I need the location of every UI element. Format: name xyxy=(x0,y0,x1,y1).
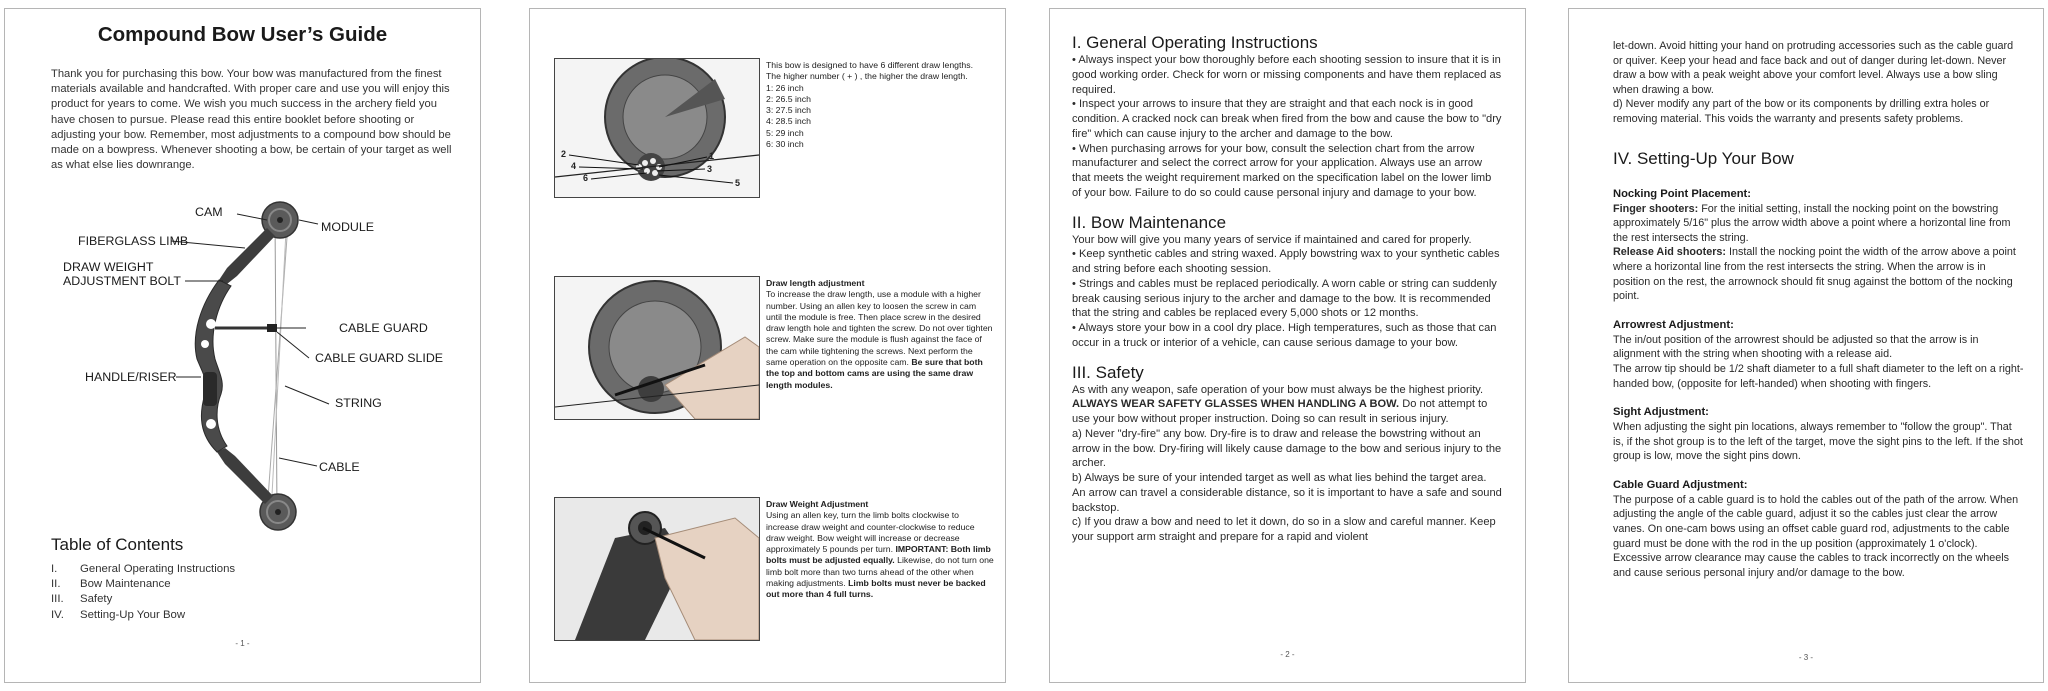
toc-item[interactable]: I. General Operating Instructions xyxy=(51,563,236,575)
draw-length-list-item: 1: 26 inch xyxy=(766,82,804,93)
label-draw-weight: DRAW WEIGHT xyxy=(63,260,154,274)
draw-length-photo xyxy=(554,276,760,420)
page-1 xyxy=(4,8,481,683)
toc-item[interactable]: III. Safety xyxy=(51,593,113,606)
page-number: - 3 - xyxy=(1798,653,1814,662)
module-number-3: 3 xyxy=(707,164,713,174)
label-cable-guard: CABLE GUARD xyxy=(339,321,428,335)
page-number: - 1 - xyxy=(235,639,250,648)
toc-item[interactable]: II. Bow Maintenance xyxy=(51,578,171,591)
page-2 xyxy=(529,8,1006,683)
cable-guard-slide xyxy=(267,324,277,332)
module-number-4: 4 xyxy=(571,161,577,171)
nocking-point-heading: Nocking Point Placement: xyxy=(1613,187,1752,200)
draw-weight-illustration xyxy=(555,498,759,640)
cable-guard-heading: Cable Guard Adjustment: xyxy=(1613,478,1748,491)
table-of-contents xyxy=(51,562,235,623)
intro-paragraph: Thank you for purchasing this bow. Your bow was manufactured from the finest materials available and handcrafted. With proper care and use you will enjoy this product for years to come. We wish you much success in the archery field you have chosen to pursue. Please read this entire booklet before shooting or adjusting your bow. Remember, most adjustments to a compound bow should be made on a bowpress. Whenever shooting a bow, be certain of your target as well as what else lies downrange. xyxy=(51,68,452,172)
module-number-6: 6 xyxy=(583,173,589,183)
cam-module-photo xyxy=(554,58,760,198)
label-module: MODULE xyxy=(321,220,375,234)
label-adjustment-bolt: ADJUSTMENT BOLT xyxy=(63,274,181,288)
toc-title: Table of Contents xyxy=(51,535,184,554)
heading-bow-maintenance: II. Bow Maintenance xyxy=(1072,212,1227,232)
draw-length-adjustment-title: Draw length adjustment xyxy=(766,278,865,288)
draw-weight-adjustment-title: Draw Weight Adjustment xyxy=(766,499,869,509)
draw-length-list-item: 5: 29 inch xyxy=(766,127,804,138)
lower-limb xyxy=(217,448,273,504)
grip xyxy=(203,372,217,406)
draw-length-list-item: 6: 30 inch xyxy=(766,139,804,150)
page-4-content: let-down. Avoid hitting your hand on protruding accessories such as the cable guard or quiver. Keep your head and face back and out of danger during let-down. Never draw a bow with a peak weight above your comfort level. Always use a bow sling when drawing a bow. d) Never modify any part of the bow or its components by drilling extra holes or removing material. This voids the warranty and presents safety problems. IV. Setting-Up Your Bow Nocking Point Placement: Finger shooters: For the initial setting, install the nocking point on the bowstring approximately 5/16" plus the arrow width above a point where a horizontal line from the rest intersects the string. Release Aid shooters: Install the nocking point the width of the arrow above a point where a horizontal line from the rest intersects the string. When the arrow is in position on the rest, the arrownock should fit snug against the bottom of the nocking point. Arrowrest Adjustment: The in/out position of the arrowrest should be adjusted so that the arrow is in alignment with the string when shooting with a release aid. The arrow tip should be 1/2 shaft diameter to a full shaft diameter to the left on a right-handed bow, (opposite for left-handed) when shooting with fingers. Sight Adjustment: When adjusting the sight pin locations, always remember to "follow the group". That is, if the shot group is to the left of the target, move the sight pins to the left. If the shot group is low, move the sight pins down. Cable Guard Adjustment: The purpose of a cable guard is to hold the cables out of the path of the arrow. When adjusting the angle of the cable guard, adjust it so the cables just clear the arrow vanes. On one-cam bows using an offset cable guard rod, adjustments to the cable guard must be done with the rod in the up position (approximately 1 o'clock). Excessive arrow clearance may cause the cables to track incorrectly on the wheels and cause serious personal injury and/or damage to the bow. xyxy=(1613,40,2024,579)
draw-weight-photo xyxy=(554,497,760,641)
draw-weight-adjustment-text: Draw Weight Adjustment Using an allen key, turn the limb bolts clockwise to increase draw weight and counter-clockwise to reduce draw weight. Bow weight will increase or decrease approximately 5 pounds per turn. IMPORTANT: Both limb bolts must be adjusted equally. Likewise, do not turn one limb bolt more than two turns ahead of the other when making adjustments. Limb bolts must never be backed out more than 4 full turns. xyxy=(766,499,994,600)
page-4 xyxy=(1568,8,2044,683)
module-number-1: 1 xyxy=(709,151,715,161)
sight-heading: Sight Adjustment: xyxy=(1613,406,1709,419)
heading-safety: III. Safety xyxy=(1072,362,1144,382)
label-fiberglass-limb: FIBERGLASS LIMB xyxy=(78,234,189,248)
heading-general-operating: I. General Operating Instructions xyxy=(1072,33,1318,52)
draw-length-list-item: 2: 26.5 inch xyxy=(766,93,811,104)
draw-length-list-item: 4: 28.5 inch xyxy=(766,116,811,127)
label-cam: CAM xyxy=(195,205,223,219)
label-string: STRING xyxy=(335,396,382,410)
string-line xyxy=(275,216,277,512)
page-3 xyxy=(1049,8,1526,683)
module-number-5: 5 xyxy=(735,178,741,188)
label-handle-riser: HANDLE/RISER xyxy=(85,370,177,384)
toc-item[interactable]: IV. Setting-Up Your Bow xyxy=(51,608,186,621)
draw-length-list-item: 3: 27.5 inch xyxy=(766,105,811,116)
label-cable-guard-slide: CABLE GUARD SLIDE xyxy=(315,351,444,365)
draw-length-illustration xyxy=(555,277,759,419)
module-number-2: 2 xyxy=(561,149,567,159)
heading-setting-up: IV. Setting-Up Your Bow xyxy=(1613,148,1794,168)
cable-line-2 xyxy=(271,212,287,514)
page-3-content: I. General Operating Instructions • Always inspect your bow thoroughly before each shooting session to insure that it is in good working order. Check for worn or missing components and have them replaced as required. • Inspect your arrows to insure that they are straight and that each nock is in good condition. A cracked nock can break when fired from the bow and cause the bow to "dry fire" which can cause injury to the archer and damage to the bow. • When purchasing arrows for your bow, consult the selection chart from the arrow manufacturer and select the correct arrow for your application. Always use an arrow that meets the weight requirement marked on the specification label on the lower limb of your bow. Failure to do so could cause personal injury and damage to your bow. II. Bow Maintenance Your bow will give you many years of service if maintained and cared for properly. • Keep synthetic cables and string waxed. Apply bowstring wax to your synthetic cables and string before each shooting session. • Strings and cables must be replaced periodically. A worn cable or string can suddenly break causing serious injury to the archer and damage to the bow. It is recommended that the string and cables be replaced every 5,000 shots or 12 months. • Always store your bow in a cool dry place. High temperatures, such as those that can occur in a truck or interior of a vehicle, can cause serious damage to your bow. III. Safety As with any weapon, safe operation of your bow must always be the highest priority. ALWAYS WEAR SAFETY GLASSES WHEN HANDLING A BOW. Do not attempt to use your bow without proper instruction. Doing so can result in serious injury. a) Never "dry-fire" any bow. Dry-fire is to draw and release the bowstring without an arrow in the bow. Dry-firing will likely cause damage to the bow and serious injury to the archer. b) Always be sure of your intended target as well as what lies behind the target area. An arrow can travel a considerable distance, so it is important to have a safe and sound backstop. c) If you draw a bow and need to let it down, do so in a slow and careful manner. Keep your support arm straight and prepare for a rapid and violent xyxy=(1072,33,1502,543)
draw-length-info: This bow is designed to have 6 different draw lengths. The higher number ( + ) , the higher the draw length. 1: 26 inch 2: 26.5 inch 3: 27.5 inch 4: 28.5 inch 5: 29 inch 6: 30 inch xyxy=(766,60,990,150)
label-cable: CABLE xyxy=(319,460,360,474)
page-number: - 2 - xyxy=(1280,650,1295,659)
arrowrest-heading: Arrowrest Adjustment: xyxy=(1613,318,1734,331)
draw-length-adjustment-text: Draw length adjustment To increase the draw length, use a module with a higher number. Using an allen key to loosen the screw in cam until the module is free. Then place screw in the desired draw length hole and tighten the screw. Do not over tighten screw. Make sure the module is flush against the face of the cam while tightening the screws. Next perform the same operation on the opposite cam. Be sure that both the top and bottom cams are using the same draw length modules. xyxy=(766,278,993,390)
upper-limb xyxy=(219,228,275,284)
guide-title: Compound Bow User’s Guide xyxy=(97,23,388,46)
cable-line-1 xyxy=(267,210,289,512)
